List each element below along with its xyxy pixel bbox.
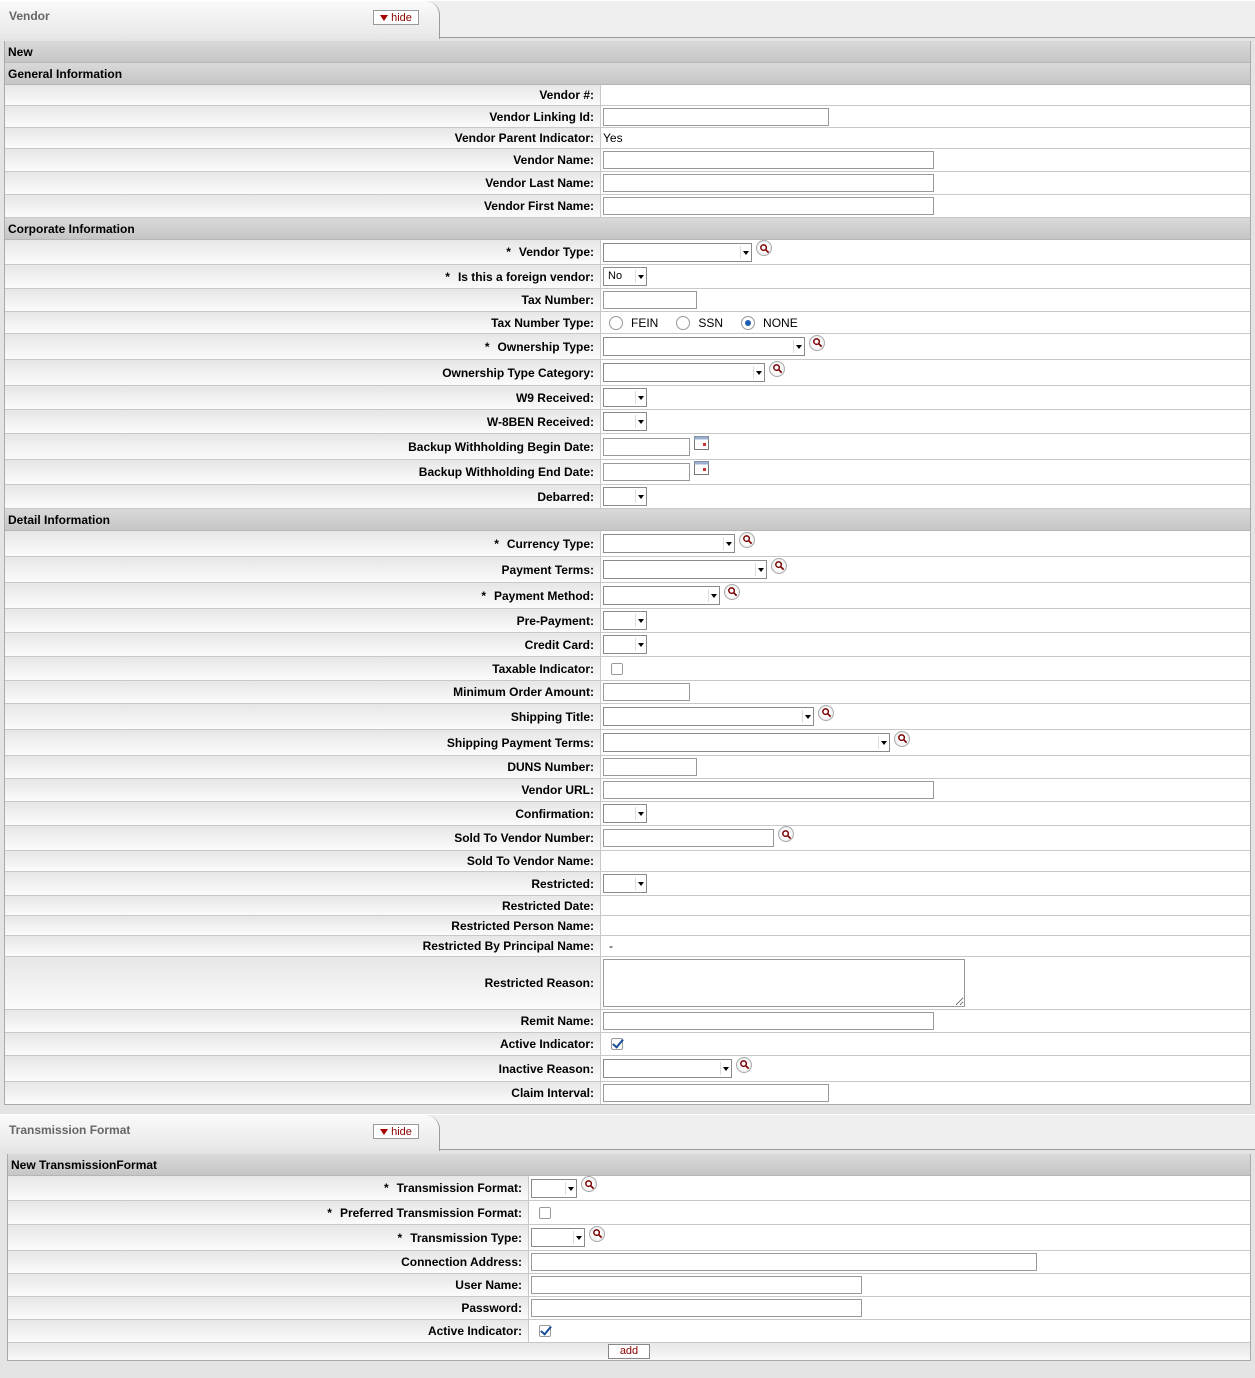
row-w8ben-received: W-8BEN Received: [5, 410, 1250, 434]
shipping-title-select[interactable] [603, 707, 814, 726]
row-backup-end-date: Backup Withholding End Date: [5, 460, 1250, 485]
row-shipping-payment-terms: Shipping Payment Terms: [5, 730, 1250, 756]
sold-to-vendor-number-input[interactable] [603, 829, 774, 847]
row-foreign-vendor: * Is this a foreign vendor: No [5, 265, 1250, 289]
row-sold-to-vendor-name: Sold To Vendor Name: [5, 851, 1250, 872]
ownership-type-lookup-icon[interactable] [809, 335, 825, 351]
restricted-reason-textarea[interactable] [603, 959, 965, 1007]
row-w9-received: W9 Received: [5, 386, 1250, 410]
ownership-category-select[interactable] [603, 363, 765, 382]
password-input[interactable] [531, 1299, 862, 1317]
currency-type-lookup-icon[interactable] [739, 532, 755, 548]
w9-received-select[interactable] [603, 388, 647, 407]
vendor-first-name-input[interactable] [603, 197, 934, 215]
row-vendor-number: Vendor #: [5, 85, 1250, 106]
row-pre-payment: Pre-Payment: [5, 609, 1250, 633]
restricted-principal-value: - [609, 939, 613, 953]
vendor-hide-button[interactable]: hide [373, 10, 419, 25]
vendor-tab [0, 1, 440, 39]
shipping-title-lookup-icon[interactable] [818, 705, 834, 721]
ownership-type-select[interactable] [603, 337, 805, 356]
vendor-panel [4, 41, 1251, 1105]
row-vendor-url: Vendor URL: [5, 779, 1250, 802]
transmission-tab-bar [0, 1114, 1255, 1150]
transmission-active-checkbox[interactable] [539, 1325, 551, 1337]
row-password: Password: [8, 1297, 1250, 1320]
foreign-vendor-select[interactable]: No [603, 267, 647, 286]
row-claim-interval: Claim Interval: [5, 1082, 1250, 1105]
row-taxable-indicator: Taxable Indicator: [5, 657, 1250, 681]
row-vendor-type: * Vendor Type: [5, 240, 1250, 265]
currency-type-select[interactable] [603, 534, 735, 553]
row-sold-to-vendor-number: Sold To Vendor Number: [5, 826, 1250, 851]
row-currency-type: * Currency Type: [5, 531, 1250, 557]
vendor-parent-indicator-value: Yes [603, 131, 623, 145]
debarred-select[interactable] [603, 487, 647, 506]
shipping-payment-terms-select[interactable] [603, 733, 890, 752]
transmission-format-select[interactable] [531, 1179, 577, 1198]
tax-type-fein-radio[interactable] [609, 316, 623, 330]
row-backup-begin-date: Backup Withholding Begin Date: [5, 434, 1250, 460]
payment-method-select[interactable] [603, 586, 720, 605]
row-inactive-reason: Inactive Reason: [5, 1056, 1250, 1082]
backup-end-date-input[interactable] [603, 463, 690, 481]
section-detail-information: Detail Information [5, 509, 1250, 531]
triangle-down-icon [380, 1129, 388, 1135]
calendar-icon[interactable] [694, 461, 709, 475]
section-new-transmission-format: New TransmissionFormat [8, 1154, 1250, 1176]
user-name-input[interactable] [531, 1276, 862, 1294]
vendor-last-name-input[interactable] [603, 174, 934, 192]
row-preferred-transmission-format: * Preferred Transmission Format: [8, 1201, 1250, 1225]
payment-method-lookup-icon[interactable] [724, 584, 740, 600]
vendor-type-lookup-icon[interactable] [756, 240, 772, 256]
row-transmission-format: * Transmission Format: [8, 1176, 1250, 1201]
shipping-payment-terms-lookup-icon[interactable] [894, 731, 910, 747]
row-payment-terms: Payment Terms: [5, 557, 1250, 583]
row-vendor-name: Vendor Name: [5, 149, 1250, 172]
row-restricted: Restricted: [5, 872, 1250, 896]
row-connection-address: Connection Address: [8, 1251, 1250, 1274]
transmission-type-select[interactable] [531, 1228, 585, 1247]
row-active-indicator: Active Indicator: [5, 1033, 1250, 1056]
triangle-down-icon [380, 15, 388, 21]
backup-begin-date-input[interactable] [603, 438, 690, 456]
restricted-select[interactable] [603, 874, 647, 893]
section-corporate-information: Corporate Information [5, 218, 1250, 240]
row-tax-number-type: Tax Number Type: FEIN SSN NONE [5, 312, 1250, 334]
inactive-reason-lookup-icon[interactable] [736, 1057, 752, 1073]
vendor-tab-bar [0, 0, 1255, 38]
credit-card-select[interactable] [603, 635, 647, 654]
row-restricted-by-principal-name: Restricted By Principal Name: - [5, 936, 1250, 957]
row-vendor-linking-id: Vendor Linking Id: [5, 106, 1250, 128]
row-shipping-title: Shipping Title: [5, 704, 1250, 730]
transmission-tab-title: Transmission Format [9, 1123, 131, 1137]
claim-interval-input[interactable] [603, 1084, 829, 1102]
row-transmission-type: * Transmission Type: [8, 1225, 1250, 1251]
section-new: New [5, 41, 1250, 63]
add-bar [8, 1343, 1250, 1361]
row-ownership-type: * Ownership Type: [5, 334, 1250, 360]
vendor-tab-title: Vendor [9, 9, 50, 23]
minimum-order-amount-input[interactable] [603, 683, 690, 701]
row-debarred: Debarred: [5, 485, 1250, 509]
active-indicator-checkbox[interactable] [611, 1038, 623, 1050]
transmission-hide-button[interactable]: hide [373, 1124, 419, 1139]
row-vendor-parent-indicator: Vendor Parent Indicator: Yes [5, 128, 1250, 149]
tax-type-none-radio[interactable] [741, 316, 755, 330]
transmission-format-lookup-icon[interactable] [581, 1176, 597, 1192]
row-transmission-active-indicator: Active Indicator: [8, 1320, 1250, 1343]
row-credit-card: Credit Card: [5, 633, 1250, 657]
preferred-transmission-checkbox[interactable] [539, 1207, 551, 1219]
row-user-name: User Name: [8, 1274, 1250, 1297]
transmission-panel [7, 1154, 1251, 1361]
row-minimum-order-amount: Minimum Order Amount: [5, 681, 1250, 704]
vendor-url-input[interactable] [603, 781, 934, 799]
row-restricted-reason: Restricted Reason: [5, 957, 1250, 1010]
payment-terms-lookup-icon[interactable] [771, 558, 787, 574]
confirmation-select[interactable] [603, 804, 647, 823]
vendor-linking-id-input[interactable] [603, 108, 829, 126]
connection-address-input[interactable] [531, 1253, 1037, 1271]
transmission-tab [0, 1115, 440, 1151]
pre-payment-select[interactable] [603, 611, 647, 630]
ownership-category-lookup-icon[interactable] [769, 361, 785, 377]
vendor-type-select[interactable] [603, 243, 752, 262]
section-general-information: General Information [5, 63, 1250, 85]
remit-name-input[interactable] [603, 1012, 934, 1030]
row-tax-number: Tax Number: [5, 289, 1250, 312]
row-vendor-last-name: Vendor Last Name: [5, 172, 1250, 195]
vendor-name-input[interactable] [603, 151, 934, 169]
row-ownership-type-category: Ownership Type Category: [5, 360, 1250, 386]
transmission-type-lookup-icon[interactable] [589, 1226, 605, 1242]
add-button[interactable]: add [608, 1344, 650, 1359]
row-remit-name: Remit Name: [5, 1010, 1250, 1033]
calendar-icon[interactable] [694, 436, 709, 450]
tax-type-ssn-radio[interactable] [676, 316, 690, 330]
taxable-indicator-checkbox[interactable] [611, 663, 623, 675]
row-payment-method: * Payment Method: [5, 583, 1250, 609]
duns-number-input[interactable] [603, 758, 697, 776]
row-confirmation: Confirmation: [5, 802, 1250, 826]
row-restricted-date: Restricted Date: [5, 896, 1250, 916]
tax-number-input[interactable] [603, 291, 697, 309]
sold-to-vendor-lookup-icon[interactable] [778, 826, 794, 842]
w8ben-received-select[interactable] [603, 412, 647, 431]
row-vendor-first-name: Vendor First Name: [5, 195, 1250, 218]
row-restricted-person-name: Restricted Person Name: [5, 916, 1250, 936]
inactive-reason-select[interactable] [603, 1059, 732, 1078]
payment-terms-select[interactable] [603, 560, 767, 579]
row-duns-number: DUNS Number: [5, 756, 1250, 779]
